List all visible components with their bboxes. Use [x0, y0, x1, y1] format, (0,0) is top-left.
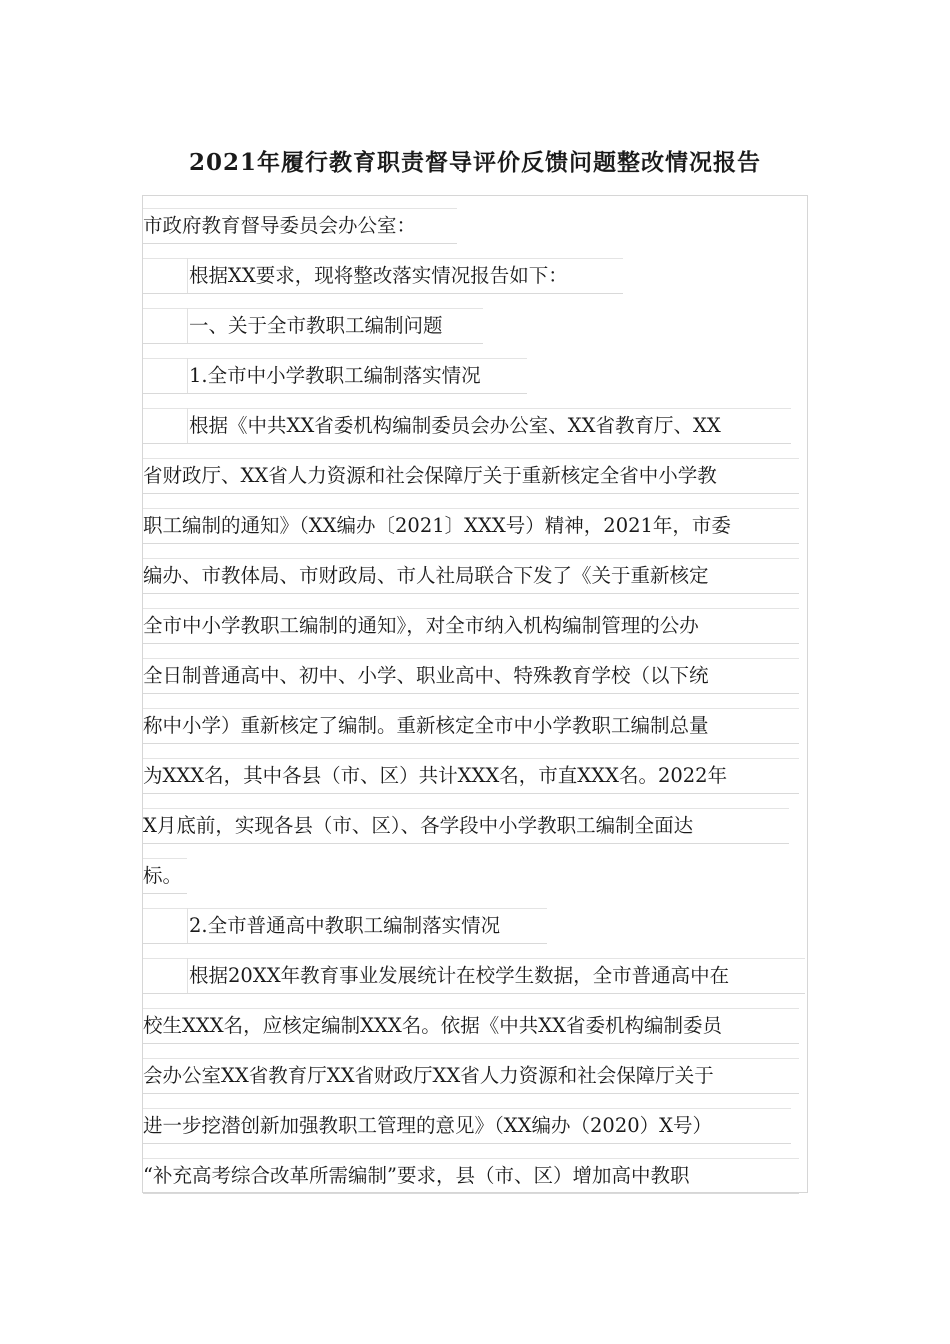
paragraph-line: 职工编制的通知》（XX编办〔2021〕XXX号）精神，2021年，市委	[143, 508, 799, 544]
paragraph-line: 省财政厅、XX省人力资源和社会保障厅关于重新核定全省中小学教	[143, 458, 799, 494]
intro-paragraph-line: 根据XX要求，现将整改落实情况报告如下：	[143, 258, 623, 294]
paragraph-line: 根据20XX年教育事业发展统计在校学生数据，全市普通高中在	[143, 958, 805, 994]
paragraph-line: 进一步挖潜创新加强教职工管理的意见》（XX编办（2020）X号）	[143, 1108, 791, 1144]
paragraph-line: 全市中小学教职工编制的通知》，对全市纳入机构编制管理的公办	[143, 608, 799, 644]
paragraph-line: 编办、市教体局、市财政局、市人社局联合下发了《关于重新核定	[143, 558, 799, 594]
document-title: 2021年履行教育职责督导评价反馈问题整改情况报告	[188, 149, 761, 176]
paragraph-line: 校生XXX名，应核定编制XXX名。依据《中共XX省委机构编制委员	[143, 1008, 799, 1044]
subsection-heading-2: 2.全市普通高中教职工编制落实情况	[143, 908, 547, 944]
paragraph-line: 称中小学）重新核定了编制。重新核定全市中小学教职工编制总量	[143, 708, 799, 744]
section-heading-1: 一、关于全市教职工编制问题	[143, 308, 483, 344]
paragraph-line: 标。	[143, 858, 187, 894]
paragraph-line: X月底前，实现各县（市、区）、各学段中小学教职工编制全面达	[143, 808, 789, 844]
paragraph-line: 根据《中共XX省委机构编制委员会办公室、XX省教育厅、XX	[143, 408, 791, 444]
subsection-heading-1: 1.全市中小学教职工编制落实情况	[143, 358, 527, 394]
paragraph-line: “补充高考综合改革所需编制”要求，县（市、区）增加高中教职	[143, 1158, 799, 1194]
paragraph-line: 会办公室XX省教育厅XX省财政厅XX省人力资源和社会保障厅关于	[143, 1058, 799, 1094]
paragraph-line: 为XXX名，其中各县（市、区）共计XXX名，市直XXX名。2022年	[143, 758, 799, 794]
paragraph-line: 全日制普通高中、初中、小学、职业高中、特殊教育学校（以下统	[143, 658, 799, 694]
addressee-line: 市政府教育督导委员会办公室：	[143, 208, 457, 244]
